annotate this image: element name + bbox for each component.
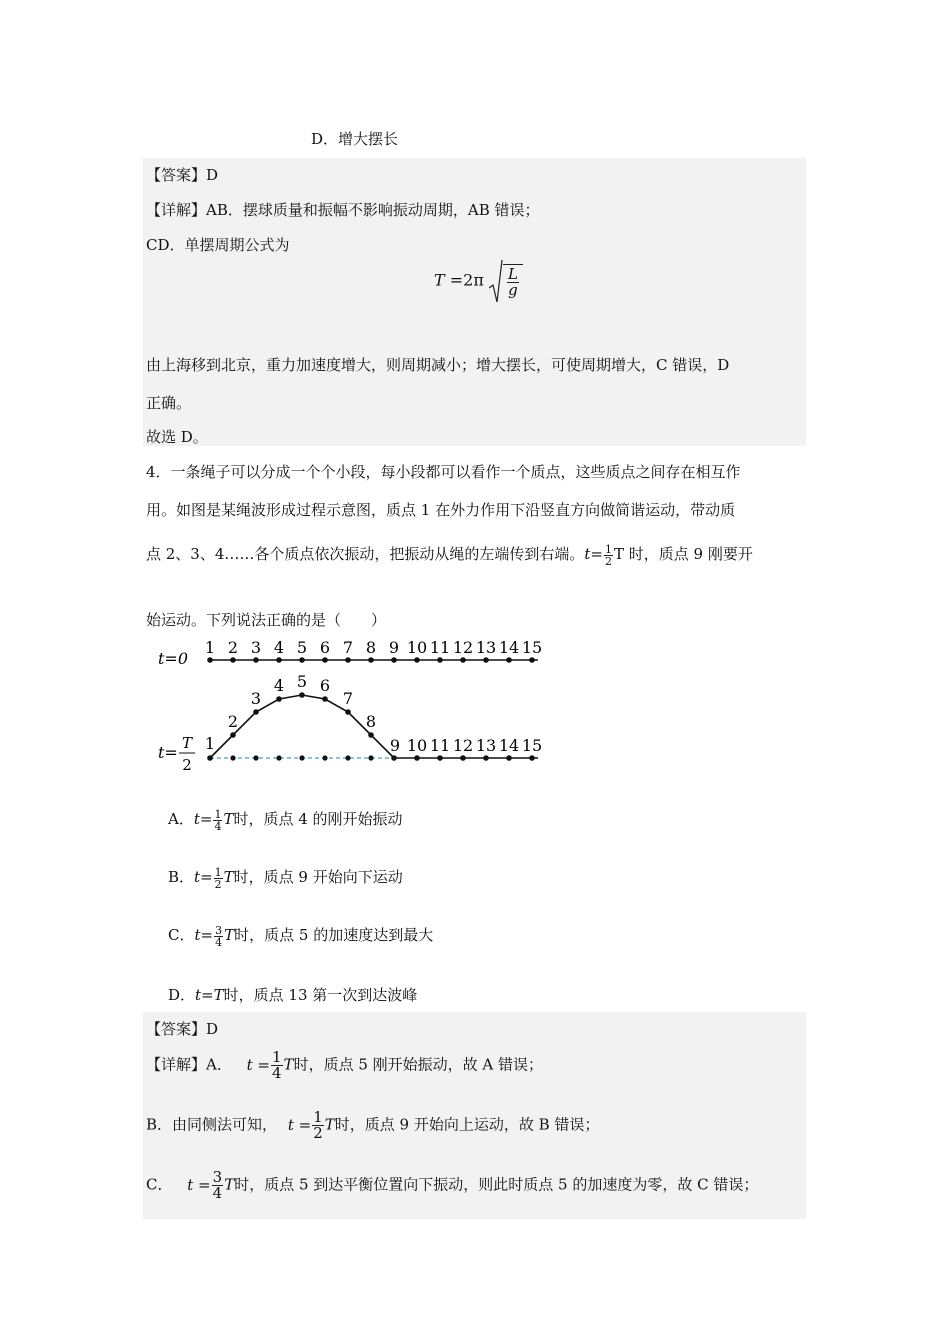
rope-point <box>437 755 443 761</box>
rope-point <box>322 657 328 663</box>
point-label: 8 <box>365 712 377 731</box>
point-label: 14 <box>498 736 520 755</box>
rope-point <box>276 696 282 702</box>
rope-point <box>253 709 259 715</box>
question-line: 4．一条绳子可以分成一个个小段，每小段都可以看作一个质点，这些质点之间存在相互作 <box>146 463 741 481</box>
option-c: C．t= $\frac{3}{4}$ T时，质点 5 的加速度达到最大 <box>168 923 434 949</box>
point-label: 1 <box>204 638 216 657</box>
point-label: 2 <box>227 638 239 657</box>
rope-point <box>345 657 351 663</box>
prev-option-d: D．增大摆长 <box>311 130 399 148</box>
rope-wave-figure <box>150 636 550 778</box>
question-line: 始运动。下列说法正确的是（ ） <box>146 611 387 629</box>
question-line: 用。如图是某绳波形成过程示意图，质点 1 在外力作用下沿竖直方向做简谐运动，带动质 <box>146 501 736 519</box>
formula-eq: =2π <box>449 270 484 290</box>
rope-point <box>230 732 236 738</box>
detail-line: CD．单摆周期公式为 <box>146 236 290 254</box>
rope-point <box>437 657 443 663</box>
rope-point <box>460 755 466 761</box>
rope-point <box>299 692 305 698</box>
rest-position-point <box>276 755 281 760</box>
formula-den: g <box>508 281 518 299</box>
point-label: 5 <box>296 672 308 691</box>
point-label: 11 <box>429 638 451 657</box>
rope-point <box>391 657 397 663</box>
point-label: 3 <box>250 638 262 657</box>
answer-label: 【答案】D <box>146 1020 219 1038</box>
rope-point <box>322 696 328 702</box>
detail-line: 由上海移到北京，重力加速度增大，则周期减小；增大摆长，可使周期增大，C 错误，D <box>146 356 730 374</box>
row1-label: t=0 <box>158 649 189 668</box>
rope-point <box>391 755 397 761</box>
rope-point <box>414 657 420 663</box>
row2-den: 2 <box>182 756 192 774</box>
rope-point <box>253 657 259 663</box>
point-label: 7 <box>342 689 354 708</box>
point-label: 14 <box>498 638 520 657</box>
rope-point <box>506 657 512 663</box>
row2-num: T <box>181 734 193 752</box>
detail-c: C． t = $\frac{3}{4}$ T时，质点 5 到达平衡位置向下振动，则此时质点 5 的加速度为零，故 C 错误； <box>146 1168 759 1202</box>
detail-line: 故选 D。 <box>146 428 208 446</box>
detail-b: B．由同侧法可知， t = $\frac{1}{2}$ T时，质点 9 开始向上运动，故 B 错误； <box>146 1108 600 1142</box>
detail-a: 【详解】A． t = $\frac{1}{4}$ T时，质点 5 刚开始振动，故 A 错误； <box>146 1048 544 1082</box>
rope-point <box>207 755 213 761</box>
point-label: 10 <box>406 736 428 755</box>
rope-point <box>230 657 236 663</box>
point-label: 5 <box>296 638 308 657</box>
rope-point <box>299 657 305 663</box>
point-label: 13 <box>475 736 497 755</box>
rope-point <box>368 732 374 738</box>
point-label: 9 <box>389 736 401 755</box>
answer-label: 【答案】D <box>146 166 219 184</box>
rope-point <box>368 657 374 663</box>
point-label: 4 <box>273 676 285 695</box>
formula-lhs: T <box>434 270 445 290</box>
point-label: 3 <box>250 689 262 708</box>
rope-point <box>483 755 489 761</box>
rest-position-point <box>345 755 350 760</box>
rope-point <box>207 657 213 663</box>
rope-point <box>414 755 420 761</box>
rest-position-point <box>322 755 327 760</box>
point-label: 2 <box>227 712 239 731</box>
point-label: 1 <box>204 734 216 753</box>
rope-point <box>276 657 282 663</box>
point-label: 6 <box>319 638 331 657</box>
point-label: 11 <box>429 736 451 755</box>
radical-icon <box>489 260 503 304</box>
point-label: 4 <box>273 638 285 657</box>
option-d: D．t=T时，质点 13 第一次到达波峰 <box>168 986 418 1004</box>
rope-point <box>345 709 351 715</box>
point-label: 15 <box>521 736 543 755</box>
sqrt-sign <box>489 264 523 298</box>
pendulum-formula <box>434 264 523 298</box>
rope-point <box>483 657 489 663</box>
option-b: B．t= $\frac{1}{2}$ T时，质点 9 开始向下运动 <box>168 865 403 891</box>
rest-position-point <box>368 755 373 760</box>
point-label: 8 <box>365 638 377 657</box>
rope-point <box>529 755 535 761</box>
point-label: 7 <box>342 638 354 657</box>
rest-position-point <box>253 755 258 760</box>
point-label: 6 <box>319 676 331 695</box>
row2-t: t= <box>158 743 178 762</box>
formula-num: L <box>507 265 518 283</box>
question-line: 点 2、3、4……各个质点依次振动，把振动从绳的左端传到右端。t= $\frac{1}{2}$ T 时，质点 9 刚要开 <box>146 542 753 568</box>
detail-line: 【详解】AB．摆球质量和振幅不影响振动周期，AB 错误； <box>146 201 540 219</box>
point-label: 12 <box>452 736 474 755</box>
rest-position-point <box>299 755 304 760</box>
point-label: 10 <box>406 638 428 657</box>
rest-position-point <box>230 755 235 760</box>
detail-line: 正确。 <box>146 394 192 412</box>
rope-point <box>529 657 535 663</box>
point-label: 12 <box>452 638 474 657</box>
rope-point <box>460 657 466 663</box>
point-label: 15 <box>521 638 543 657</box>
point-label: 9 <box>388 638 400 657</box>
point-label: 13 <box>475 638 497 657</box>
rope-point <box>506 755 512 761</box>
option-a: A．t= $\frac{1}{4}$ T时，质点 4 的刚开始振动 <box>168 807 403 833</box>
